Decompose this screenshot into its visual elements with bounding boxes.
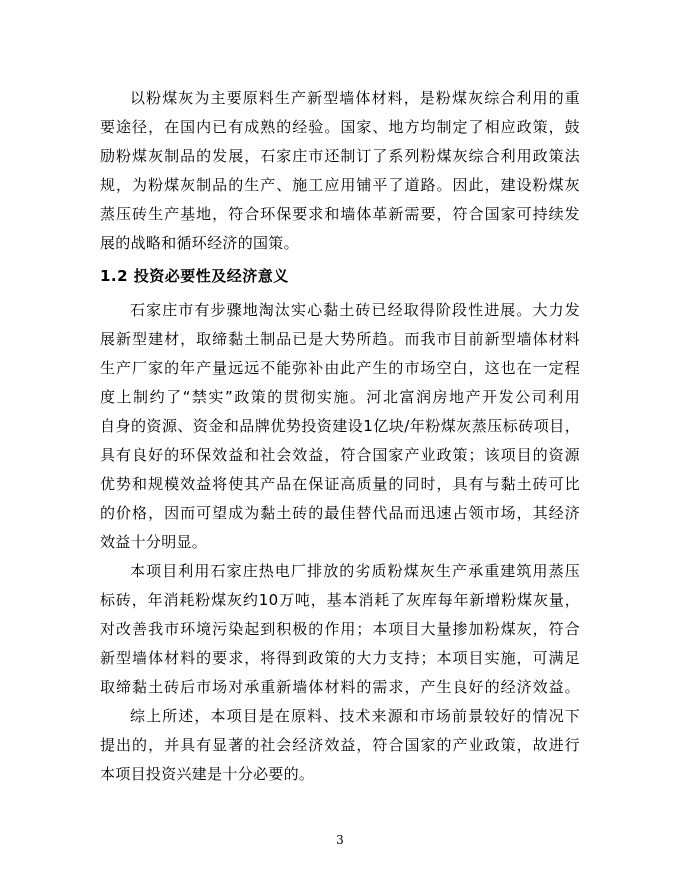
- paragraph-4-line-3: 本项目投资兴建是十分必要的。: [100, 765, 315, 783]
- paragraph-1-line-4: 规，为粉煤灰制品的生产、施工应用铺平了道路。因此，建设粉煤灰: [100, 176, 580, 194]
- paragraph-2-line-3: 生产厂家的年产量远远不能弥补由此产生的市场空白，这也在一定程: [100, 359, 580, 377]
- paragraph-2-line-7: 优势和规模效益将使其产品在保证高质量的同时，具有与黏土砖可比: [100, 475, 580, 493]
- paragraph-4-line-2: 提出的，并具有显著的社会经济效益，符合国家的产业政策，故进行: [100, 736, 580, 754]
- paragraph-2-line-6: 具有良好的环保效益和社会效益，符合国家产业政策；该项目的资源: [100, 446, 580, 464]
- paragraph-2-line-2: 展新型建材，取缔黏土制品已是大势所趋。而我市目前新型墙体材料: [100, 330, 580, 348]
- paragraph-2-line-9: 效益十分明显。: [100, 533, 208, 551]
- paragraph-1-line-2: 要途径，在国内已有成熟的经验。国家、地方均制定了相应政策，鼓: [100, 118, 580, 136]
- paragraph-2-line-5: 自身的资源、资金和品牌优势投资建设1亿块/年粉煤灰蒸压标砖项目，: [100, 417, 580, 435]
- page-number: 3: [336, 833, 344, 847]
- paragraph-1-line-5: 蒸压砖生产基地，符合环保要求和墙体革新需要，符合国家可持续发: [100, 205, 580, 223]
- paragraph-3-line-5: 取缔黏土砖后市场对承重新墙体材料的需求，产生良好的经济效益。: [100, 678, 580, 696]
- section-heading: 1.2 投资必要性及经济意义: [100, 267, 289, 285]
- paragraph-1-line-3: 励粉煤灰制品的发展，石家庄市还制订了系列粉煤灰综合利用政策法: [100, 147, 580, 165]
- paragraph-2-line-4: 度上制约了“禁实”政策的贯彻实施。河北富润房地产开发公司利用: [100, 388, 580, 406]
- paragraph-1-line-6: 展的战略和循环经济的国策。: [100, 234, 299, 252]
- paragraph-2-line-8: 的价格，因而可望成为黏土砖的最佳替代品而迅速占领市场，其经济: [100, 504, 580, 522]
- paragraph-4-line-1: 综上所述，本项目是在原料、技术来源和市场前景较好的情况下: [130, 707, 580, 725]
- paragraph-3-line-4: 新型墙体材料的要求，将得到政策的大力支持；本项目实施，可满足: [100, 649, 580, 667]
- paragraph-3-line-2: 标砖，年消耗粉煤灰约10万吨，基本消耗了灰库每年新增粉煤灰量，: [100, 591, 580, 609]
- paragraph-1-line-1: 以粉煤灰为主要原料生产新型墙体材料，是粉煤灰综合利用的重: [130, 89, 580, 107]
- paragraph-2-line-1: 石家庄市有步骤地淘汰实心黏土砖已经取得阶段性进展。大力发: [130, 301, 580, 319]
- paragraph-3-line-3: 对改善我市环境污染起到积极的作用；本项目大量掺加粉煤灰，符合: [100, 620, 580, 638]
- paragraph-3-line-1: 本项目利用石家庄热电厂排放的劣质粉煤灰生产承重建筑用蒸压: [130, 562, 580, 580]
